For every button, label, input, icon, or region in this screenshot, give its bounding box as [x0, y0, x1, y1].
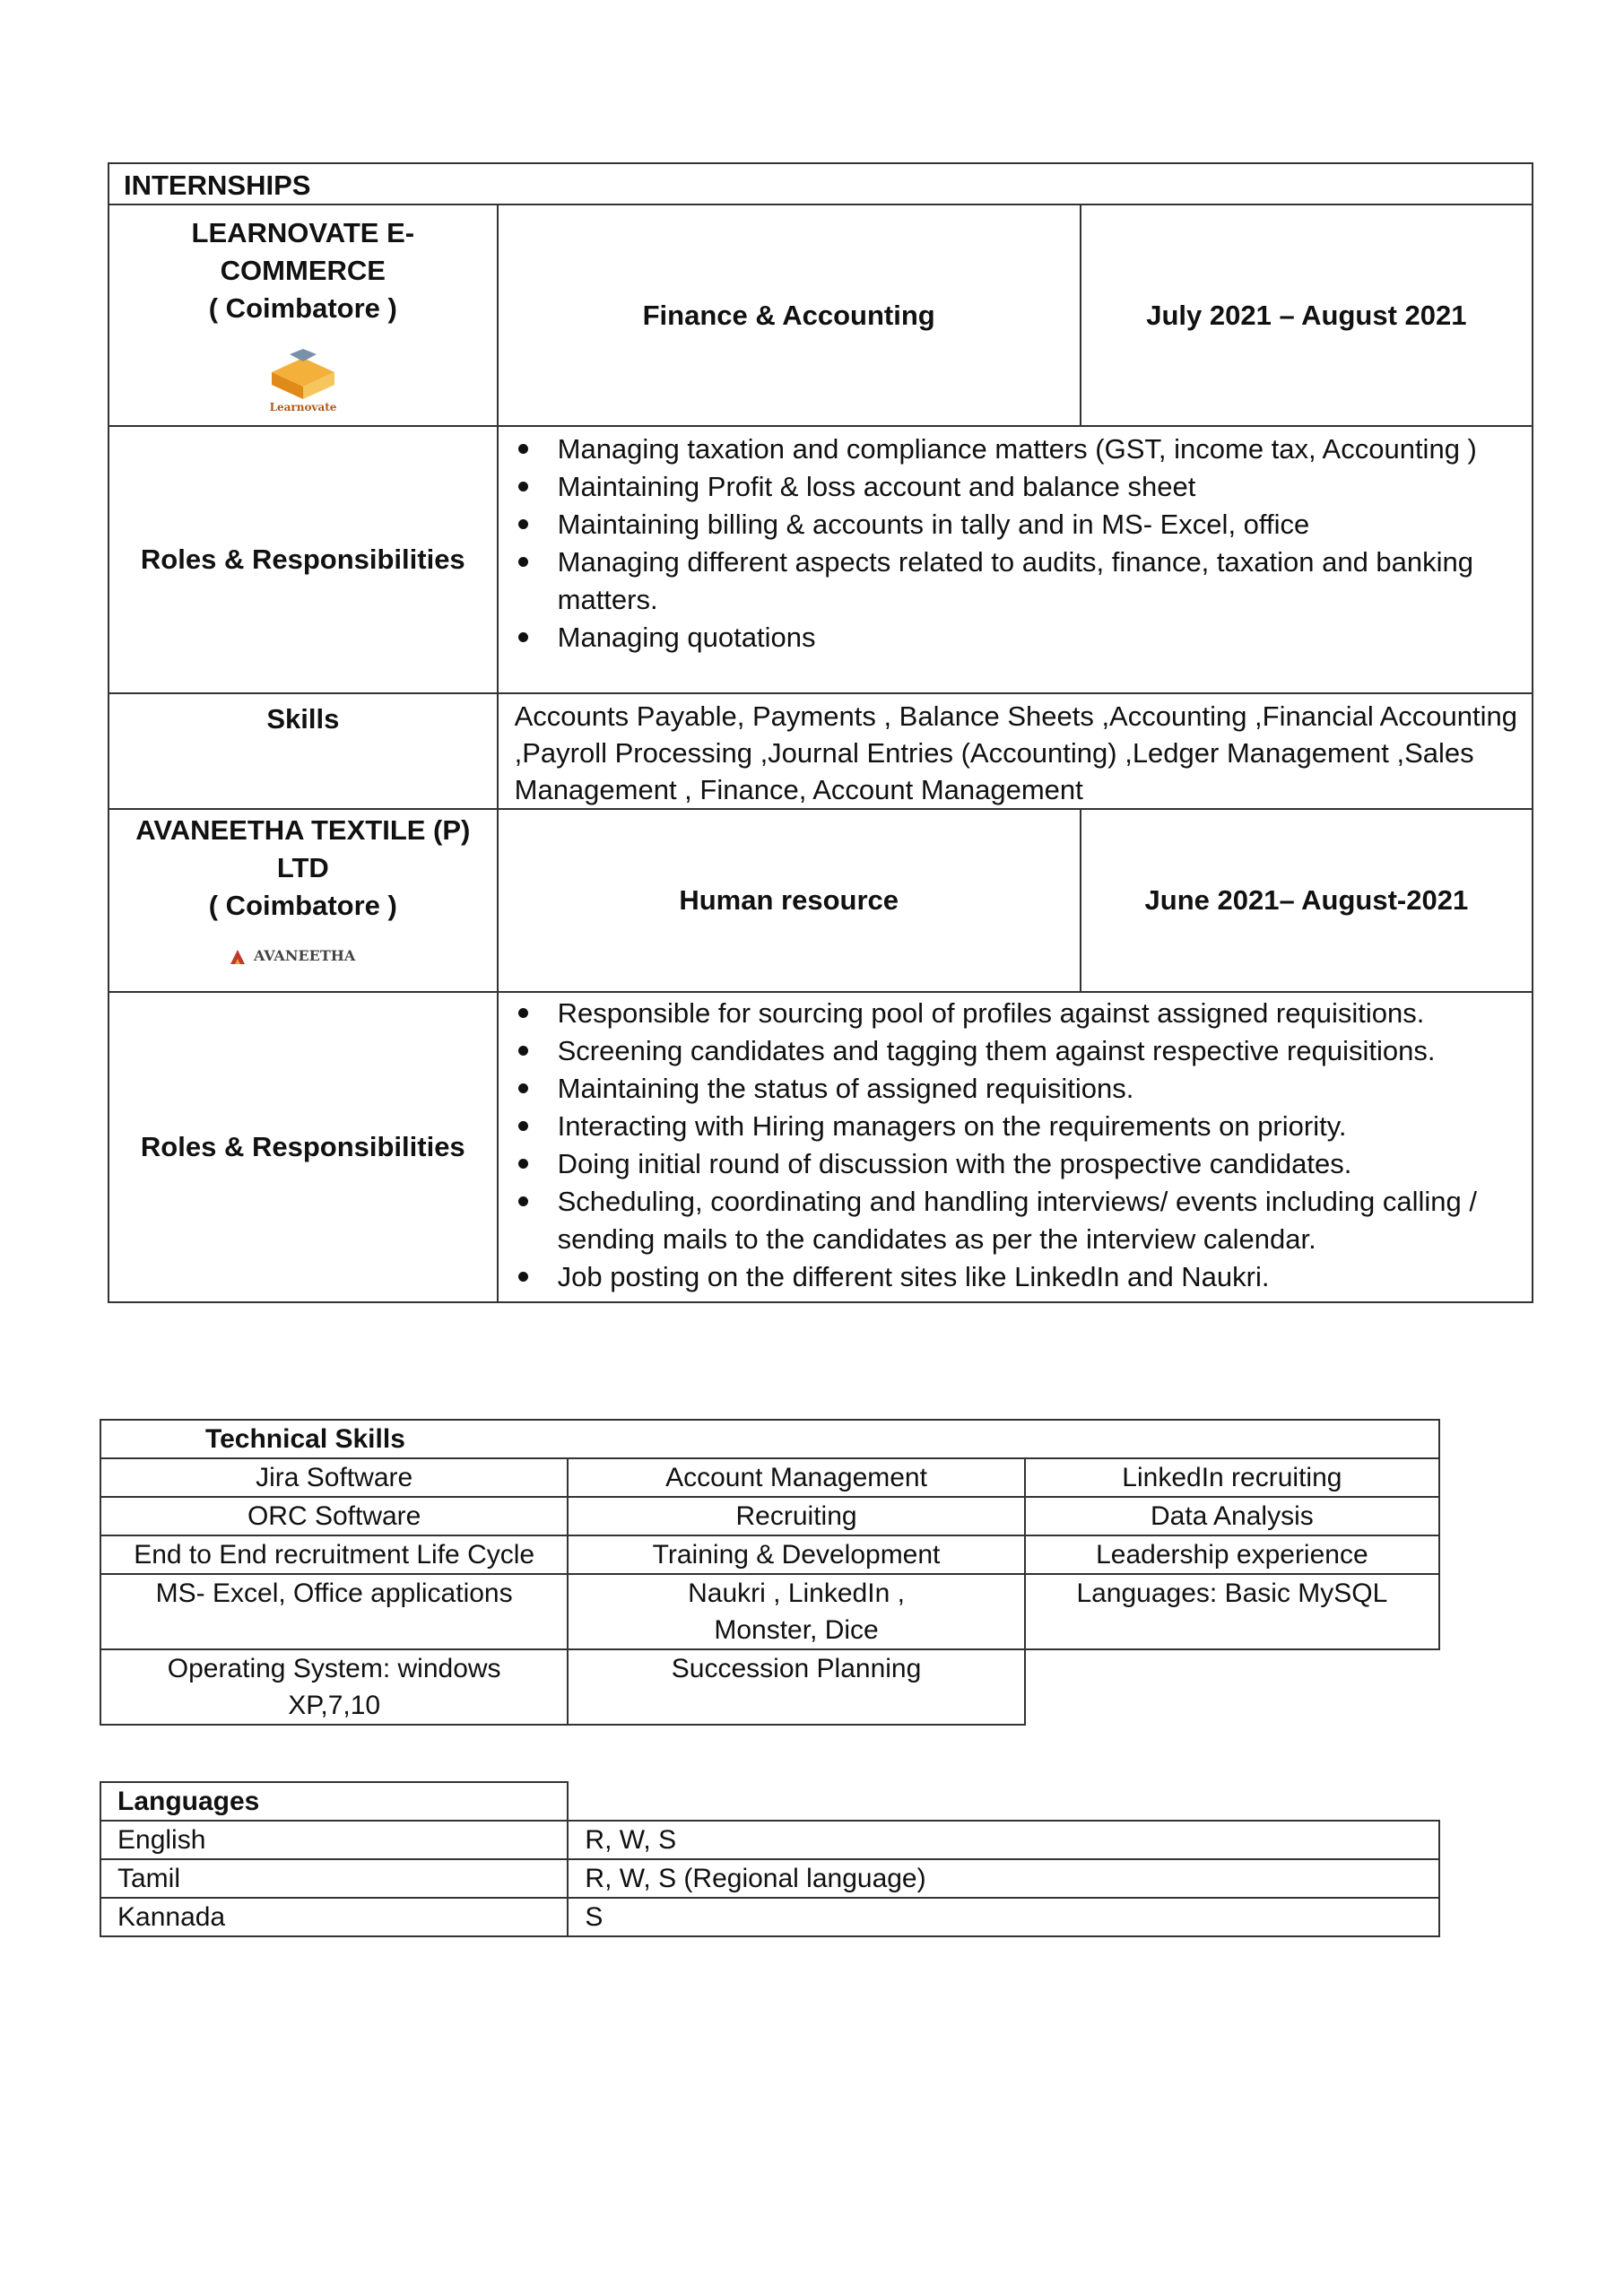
- company-cell-learnovate: [109, 204, 498, 426]
- list-item: Screening candidates and tagging them against respective requisitions.: [558, 1032, 1532, 1070]
- table-cell: Recruiting: [568, 1497, 1024, 1535]
- table-cell: MS- Excel, Office applications: [100, 1574, 568, 1649]
- responsibilities-cell: [498, 992, 1533, 1302]
- skills-label: Skills: [109, 693, 498, 809]
- table-cell: Naukri , LinkedIn , Monster, Dice: [568, 1574, 1024, 1649]
- table-cell: Leadership experience: [1025, 1535, 1439, 1574]
- list-item: Maintaining billing & accounts in tally and in MS- Excel, office: [558, 506, 1532, 544]
- department-cell: Human resource: [498, 809, 1081, 992]
- internships-title: INTERNSHIPS: [109, 163, 1533, 204]
- table-row: [100, 1821, 1439, 1859]
- language-proficiency: S: [568, 1898, 1439, 1936]
- period-cell: July 2021 – August 2021: [1081, 204, 1533, 426]
- period-cell: June 2021– August-2021: [1081, 809, 1533, 992]
- responsibilities-list: [499, 430, 1532, 657]
- table-cell: Operating System: windows XP,7,10: [100, 1649, 568, 1725]
- learnovate-logo-icon: [109, 345, 497, 413]
- table-cell: Account Management: [568, 1458, 1024, 1497]
- list-item: Maintaining the status of assigned requisitions.: [558, 1070, 1532, 1108]
- list-item: Responsible for sourcing pool of profiles against assigned requisitions.: [558, 995, 1532, 1032]
- skills-text: Accounts Payable, Payments , Balance Sheets ,Accounting ,Financial Accounting ,Payroll Processing ,Journal Entries (Accounting) ,Ledger Management ,Sales Management , Finance, Account Management: [498, 693, 1533, 809]
- internships-table: [108, 162, 1533, 1303]
- company-name: LEARNOVATE E- COMMERCE: [191, 217, 415, 286]
- list-item: Managing different aspects related to audits, finance, taxation and banking matters.: [558, 544, 1532, 619]
- table-cell: Jira Software: [100, 1458, 568, 1497]
- empty-cell: [568, 1782, 1439, 1821]
- table-row: [100, 1497, 1439, 1535]
- table-row: [100, 1649, 1439, 1725]
- empty-cell: [1025, 1649, 1439, 1725]
- company-location: ( Coimbatore ): [208, 890, 397, 921]
- languages-title: Languages: [100, 1782, 568, 1821]
- language-name: English: [100, 1821, 568, 1859]
- technical-skills-table: [100, 1419, 1440, 1726]
- table-row: [100, 1859, 1439, 1898]
- avaneetha-logo-icon: [109, 943, 497, 970]
- roles-label: Roles & Responsibilities: [109, 426, 498, 693]
- list-item: Managing taxation and compliance matters (GST, income tax, Accounting ): [558, 430, 1532, 468]
- responsibilities-cell: [498, 426, 1533, 693]
- technical-skills-title: Technical Skills: [100, 1420, 1439, 1458]
- list-item: Doing initial round of discussion with the prospective candidates.: [558, 1145, 1532, 1183]
- department-cell: Finance & Accounting: [498, 204, 1081, 426]
- svg-text:Learnovate: Learnovate: [269, 401, 337, 413]
- table-row: [100, 1535, 1439, 1574]
- table-cell: Languages: Basic MySQL: [1025, 1574, 1439, 1649]
- svg-text:AVANEETHA: AVANEETHA: [253, 947, 356, 964]
- table-row: [100, 1574, 1439, 1649]
- table-cell: Data Analysis: [1025, 1497, 1439, 1535]
- table-row: [100, 1458, 1439, 1497]
- table-row: [100, 1898, 1439, 1936]
- language-name: Tamil: [100, 1859, 568, 1898]
- list-item: Scheduling, coordinating and handling interviews/ events including calling / sending mails to the candidates as per the interview calendar.: [558, 1183, 1532, 1258]
- company-location: ( Coimbatore ): [208, 292, 397, 324]
- language-name: Kannada: [100, 1898, 568, 1936]
- list-item: Interacting with Hiring managers on the requirements on priority.: [558, 1108, 1532, 1145]
- table-cell: Training & Development: [568, 1535, 1024, 1574]
- table-cell: Succession Planning: [568, 1649, 1024, 1725]
- roles-label: Roles & Responsibilities: [109, 992, 498, 1302]
- table-cell: End to End recruitment Life Cycle: [100, 1535, 568, 1574]
- table-cell: LinkedIn recruiting: [1025, 1458, 1439, 1497]
- language-proficiency: R, W, S: [568, 1821, 1439, 1859]
- languages-table: [100, 1781, 1440, 1937]
- list-item: Maintaining Profit & loss account and balance sheet: [558, 468, 1532, 506]
- language-proficiency: R, W, S (Regional language): [568, 1859, 1439, 1898]
- responsibilities-list: [499, 995, 1532, 1296]
- list-item: Job posting on the different sites like LinkedIn and Naukri.: [558, 1258, 1532, 1296]
- list-item: Managing quotations: [558, 619, 1532, 657]
- company-name: AVANEETHA TEXTILE (P) LTD: [135, 814, 471, 883]
- company-cell-avaneetha: [109, 809, 498, 992]
- table-cell: ORC Software: [100, 1497, 568, 1535]
